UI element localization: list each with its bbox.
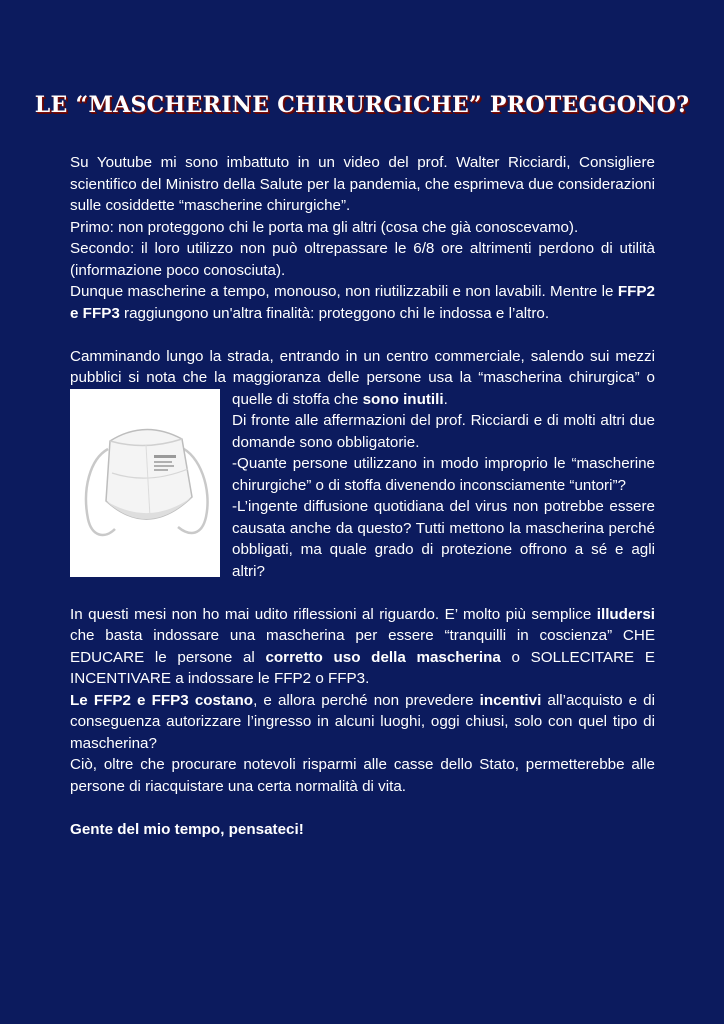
paragraph: Di fronte alle affermazioni del prof. Ricciardi e di molti altri due domande sono obbligatorie.	[232, 412, 655, 451]
bold-text: corretto uso della mascherina	[265, 648, 501, 666]
paragraph: In questi mesi non ho mai udito riflessioni al riguardo. E’ molto più semplice illudersi che basta indossare una mascherina per essere “tranquilli in coscienza” CHE EDUCARE le persone al corretto uso della mascherina o SOLLECITARE E INCENTIVARE a indossare le FFP2 o FFP3.	[70, 605, 655, 687]
paragraph: Dunque mascherine a tempo, monouso, non riutilizzabili e non lavabili. Mentre le FFP2 e FFP3 raggiungono un'altra finalità: proteggono chi le indossa e l’altro.	[70, 283, 655, 322]
bold-text: illudersi	[596, 605, 655, 623]
ffp2-mask-image	[70, 389, 220, 577]
paragraph: Su Youtube mi sono imbattuto in un video del prof. Walter Ricciardi, Consigliere scientifico del Ministro della Salute per la pandemia, che esprimeva due considerazioni sulle cosiddette “mascherine chirurgiche”.	[70, 154, 655, 214]
bold-text: Le FFP2 e FFP3 costano	[70, 691, 254, 709]
page-title: LE “MASCHERINE CHIRURGICHE” PROTEGGONO?	[34, 92, 690, 118]
paragraph: Camminando lungo la strada, entrando in un centro commerciale, salendo sui mezzi pubblici si nota che la maggioranza delle persone usa la “mascherina chirurgica” o quelle di stoffa che sono inutili.	[70, 346, 655, 411]
paragraph: Primo: non proteggono chi le porta ma gli altri (cosa che già conoscevamo).	[70, 218, 579, 236]
closing-line: Gente del mio tempo, pensateci!	[70, 820, 304, 838]
bold-text: incentivi	[479, 691, 542, 709]
paragraph: Le FFP2 e FFP3 costano, e allora perché non prevedere incentivi all’acquisto e di conseguenza autorizzare l’ingresso in alcuni luoghi, oggi chiusi, solo con quel tipo di mascherina?	[70, 691, 656, 752]
paragraph: -L’ingente diffusione quotidiana del virus non potrebbe essere causata anche da questo? Tutti mettono la mascherina perché obbligati, ma quale grado di protezione offrono a sé e agli altri?	[232, 498, 655, 580]
paragraph: Ciò, oltre che procurare notevoli risparmi alle casse dello Stato, permetterebbe alle persone di riacquistare una certa normalità di vita.	[70, 756, 655, 795]
paragraph: -Quante persone utilizzano in modo improprio le “mascherine chirurgiche” o di stoffa divenendo inconsciamente “untori”?	[232, 455, 655, 494]
article-body	[70, 152, 655, 840]
mask-illustration	[70, 389, 220, 577]
paragraph: Secondo: il loro utilizzo non può oltrepassare le 6/8 ore altrimenti perdono di utilità (informazione poco conosciuta).	[70, 240, 655, 279]
bold-text: FFP2 e FFP3	[70, 283, 655, 322]
